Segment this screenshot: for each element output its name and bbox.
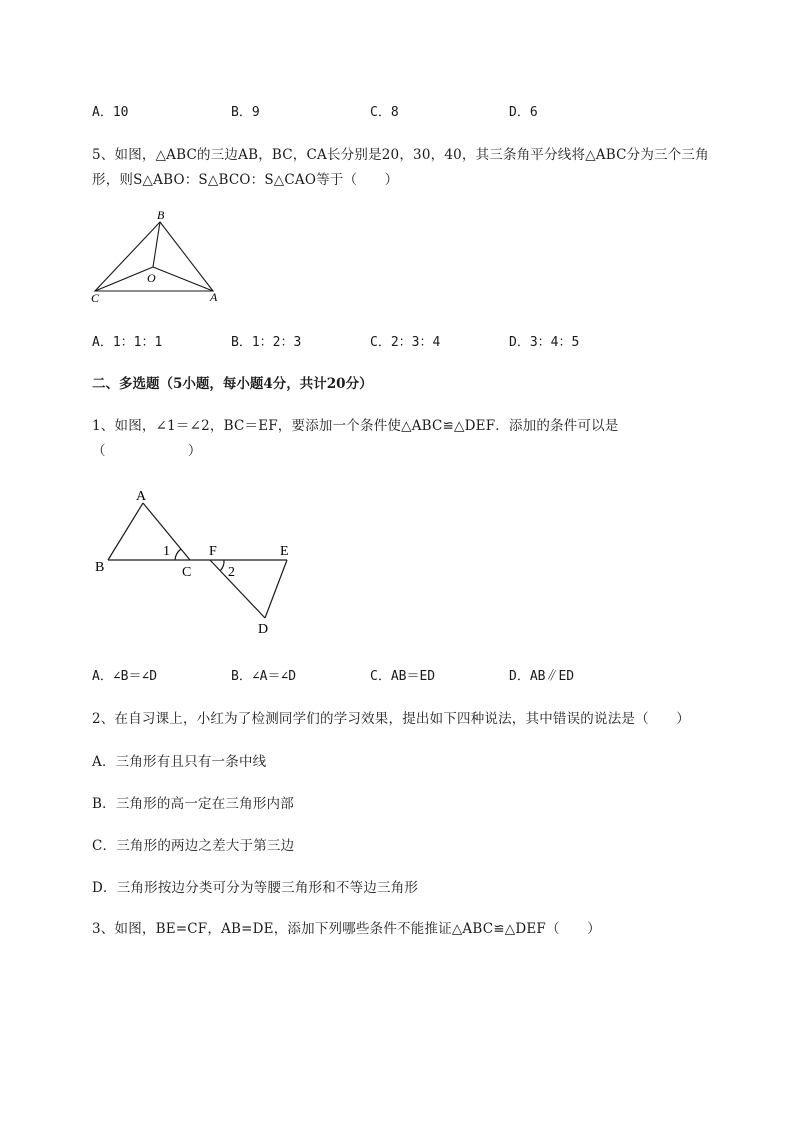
mq1-label-a: A: [136, 489, 147, 504]
q4-option-d: D．6: [509, 105, 538, 120]
mq1-option-c: C．AB＝ED: [370, 669, 436, 684]
q4-option-a: A．10: [92, 105, 129, 120]
q5-option-d: D．3：4：5: [509, 335, 580, 350]
q5-label-a: A: [210, 290, 218, 304]
mq1-label-2: 2: [228, 565, 235, 580]
q5-option-c: C．2：3：4: [370, 335, 441, 350]
mq3-stem: 3、如图，BE=CF，AB=DE，添加下列哪些条件不能推证△ABC≌△DEF（ ）: [92, 921, 601, 937]
mq1-label-f: F: [209, 544, 217, 559]
q4-option-b: B．9: [231, 105, 260, 120]
mq1-triangles-figure: [90, 485, 310, 635]
mq1-option-b: B．∠A＝∠D: [231, 669, 297, 684]
mq1-stem-line1: 1、如图，∠1＝∠2，BC＝EF，要添加一个条件使△ABC≌△DEF．添加的条件可以是: [92, 418, 619, 434]
mq1-label-c: C: [182, 565, 192, 580]
q5-label-o: O: [147, 271, 156, 285]
mq1-option-d: D．AB∥ED: [509, 669, 575, 684]
q5-triangle-figure: [85, 205, 235, 305]
q5-option-a: A．1：1：1: [92, 335, 163, 350]
q5-label-c: C: [91, 291, 100, 305]
mq1-label-e: E: [280, 544, 289, 559]
mq1-label-d: D: [258, 622, 269, 635]
q5-label-b: B: [157, 208, 165, 222]
mq1-stem-line2: （ ）: [92, 443, 202, 459]
mq1-option-a: A．∠B＝∠D: [92, 669, 158, 684]
q5-stem-line1: 5、如图，△ABC的三边AB，BC，CA长分别是20，30，40，其三条角平分线将△ABC分为三个三角: [92, 147, 709, 163]
section-title: 二、多选题（5小题，每小题4分，共计20分）: [92, 376, 373, 392]
q5-option-b: B．1：2：3: [231, 335, 302, 350]
mq2-choice-a: A．三角形有且只有一条中线: [92, 754, 267, 770]
q5-stem-line2: 形，则S△ABO：S△BCO：S△CAO等于（ ）: [92, 172, 399, 188]
q4-option-c: C．8: [370, 105, 399, 120]
mq2-choice-d: D．三角形按边分类可分为等腰三角形和不等边三角形: [92, 880, 419, 896]
mq2-stem: 2、在自习课上，小红为了检测同学们的学习效果，提出如下四种说法，其中错误的说法是（ ）: [92, 711, 690, 727]
mq2-choice-c: C．三角形的两边之差大于第三边: [92, 838, 295, 854]
mq1-label-1: 1: [163, 544, 170, 559]
mq2-choice-b: B．三角形的高一定在三角形内部: [92, 796, 294, 812]
mq1-label-b: B: [95, 560, 105, 575]
